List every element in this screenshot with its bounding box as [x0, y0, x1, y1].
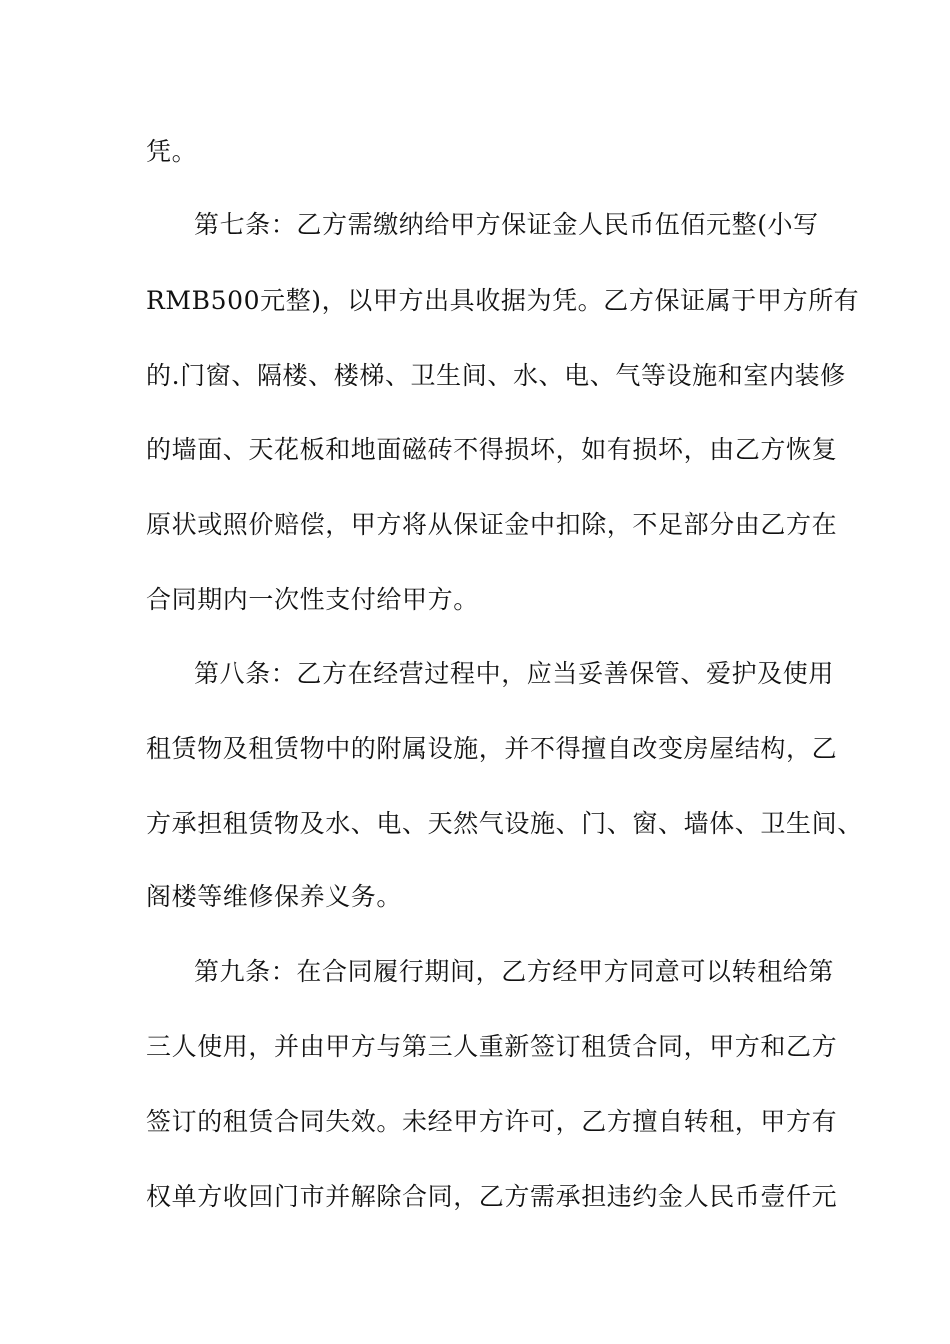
text-line: 签订的租赁合同失效。未经甲方许可，乙方擅自转租，甲方有 — [146, 1107, 838, 1136]
text-line: 原状或照价赔偿，甲方将从保证金中扣除，不足部分由乙方在 — [146, 510, 838, 539]
text-line: 阁楼等维修保养义务。 — [146, 882, 403, 911]
article-7-first-line: 第七条：乙方需缴纳给甲方保证金人民币伍佰元整(小写 — [194, 210, 819, 239]
article-8-first-line: 第八条：乙方在经营过程中，应当妥善保管、爱护及使用 — [194, 659, 835, 688]
text-line: 三人使用，并由甲方与第三人重新签订租赁合同，甲方和乙方 — [146, 1032, 838, 1061]
text-line: 合同期内一次性支付给甲方。 — [146, 585, 479, 614]
text-line: 方承担租赁物及水、电、天然气设施、门、窗、墙体、卫生间、 — [146, 809, 863, 838]
text-line: 凭。 — [146, 137, 198, 166]
text-line: 租赁物及租赁物中的附属设施，并不得擅自改变房屋结构，乙 — [146, 734, 838, 763]
text-line: 的墙面、天花板和地面磁砖不得损坏，如有损坏，由乙方恢复 — [146, 435, 838, 464]
text-line: 权单方收回门市并解除合同，乙方需承担违约金人民币壹仟元 — [146, 1182, 838, 1211]
text-line: RMB500元整)，以甲方出具收据为凭。乙方保证属于甲方所有 — [146, 286, 860, 315]
text-line: 的.门窗、隔楼、楼梯、卫生间、水、电、气等设施和室内装修 — [146, 361, 846, 390]
article-9-first-line: 第九条：在合同履行期间，乙方经甲方同意可以转租给第 — [194, 957, 835, 986]
